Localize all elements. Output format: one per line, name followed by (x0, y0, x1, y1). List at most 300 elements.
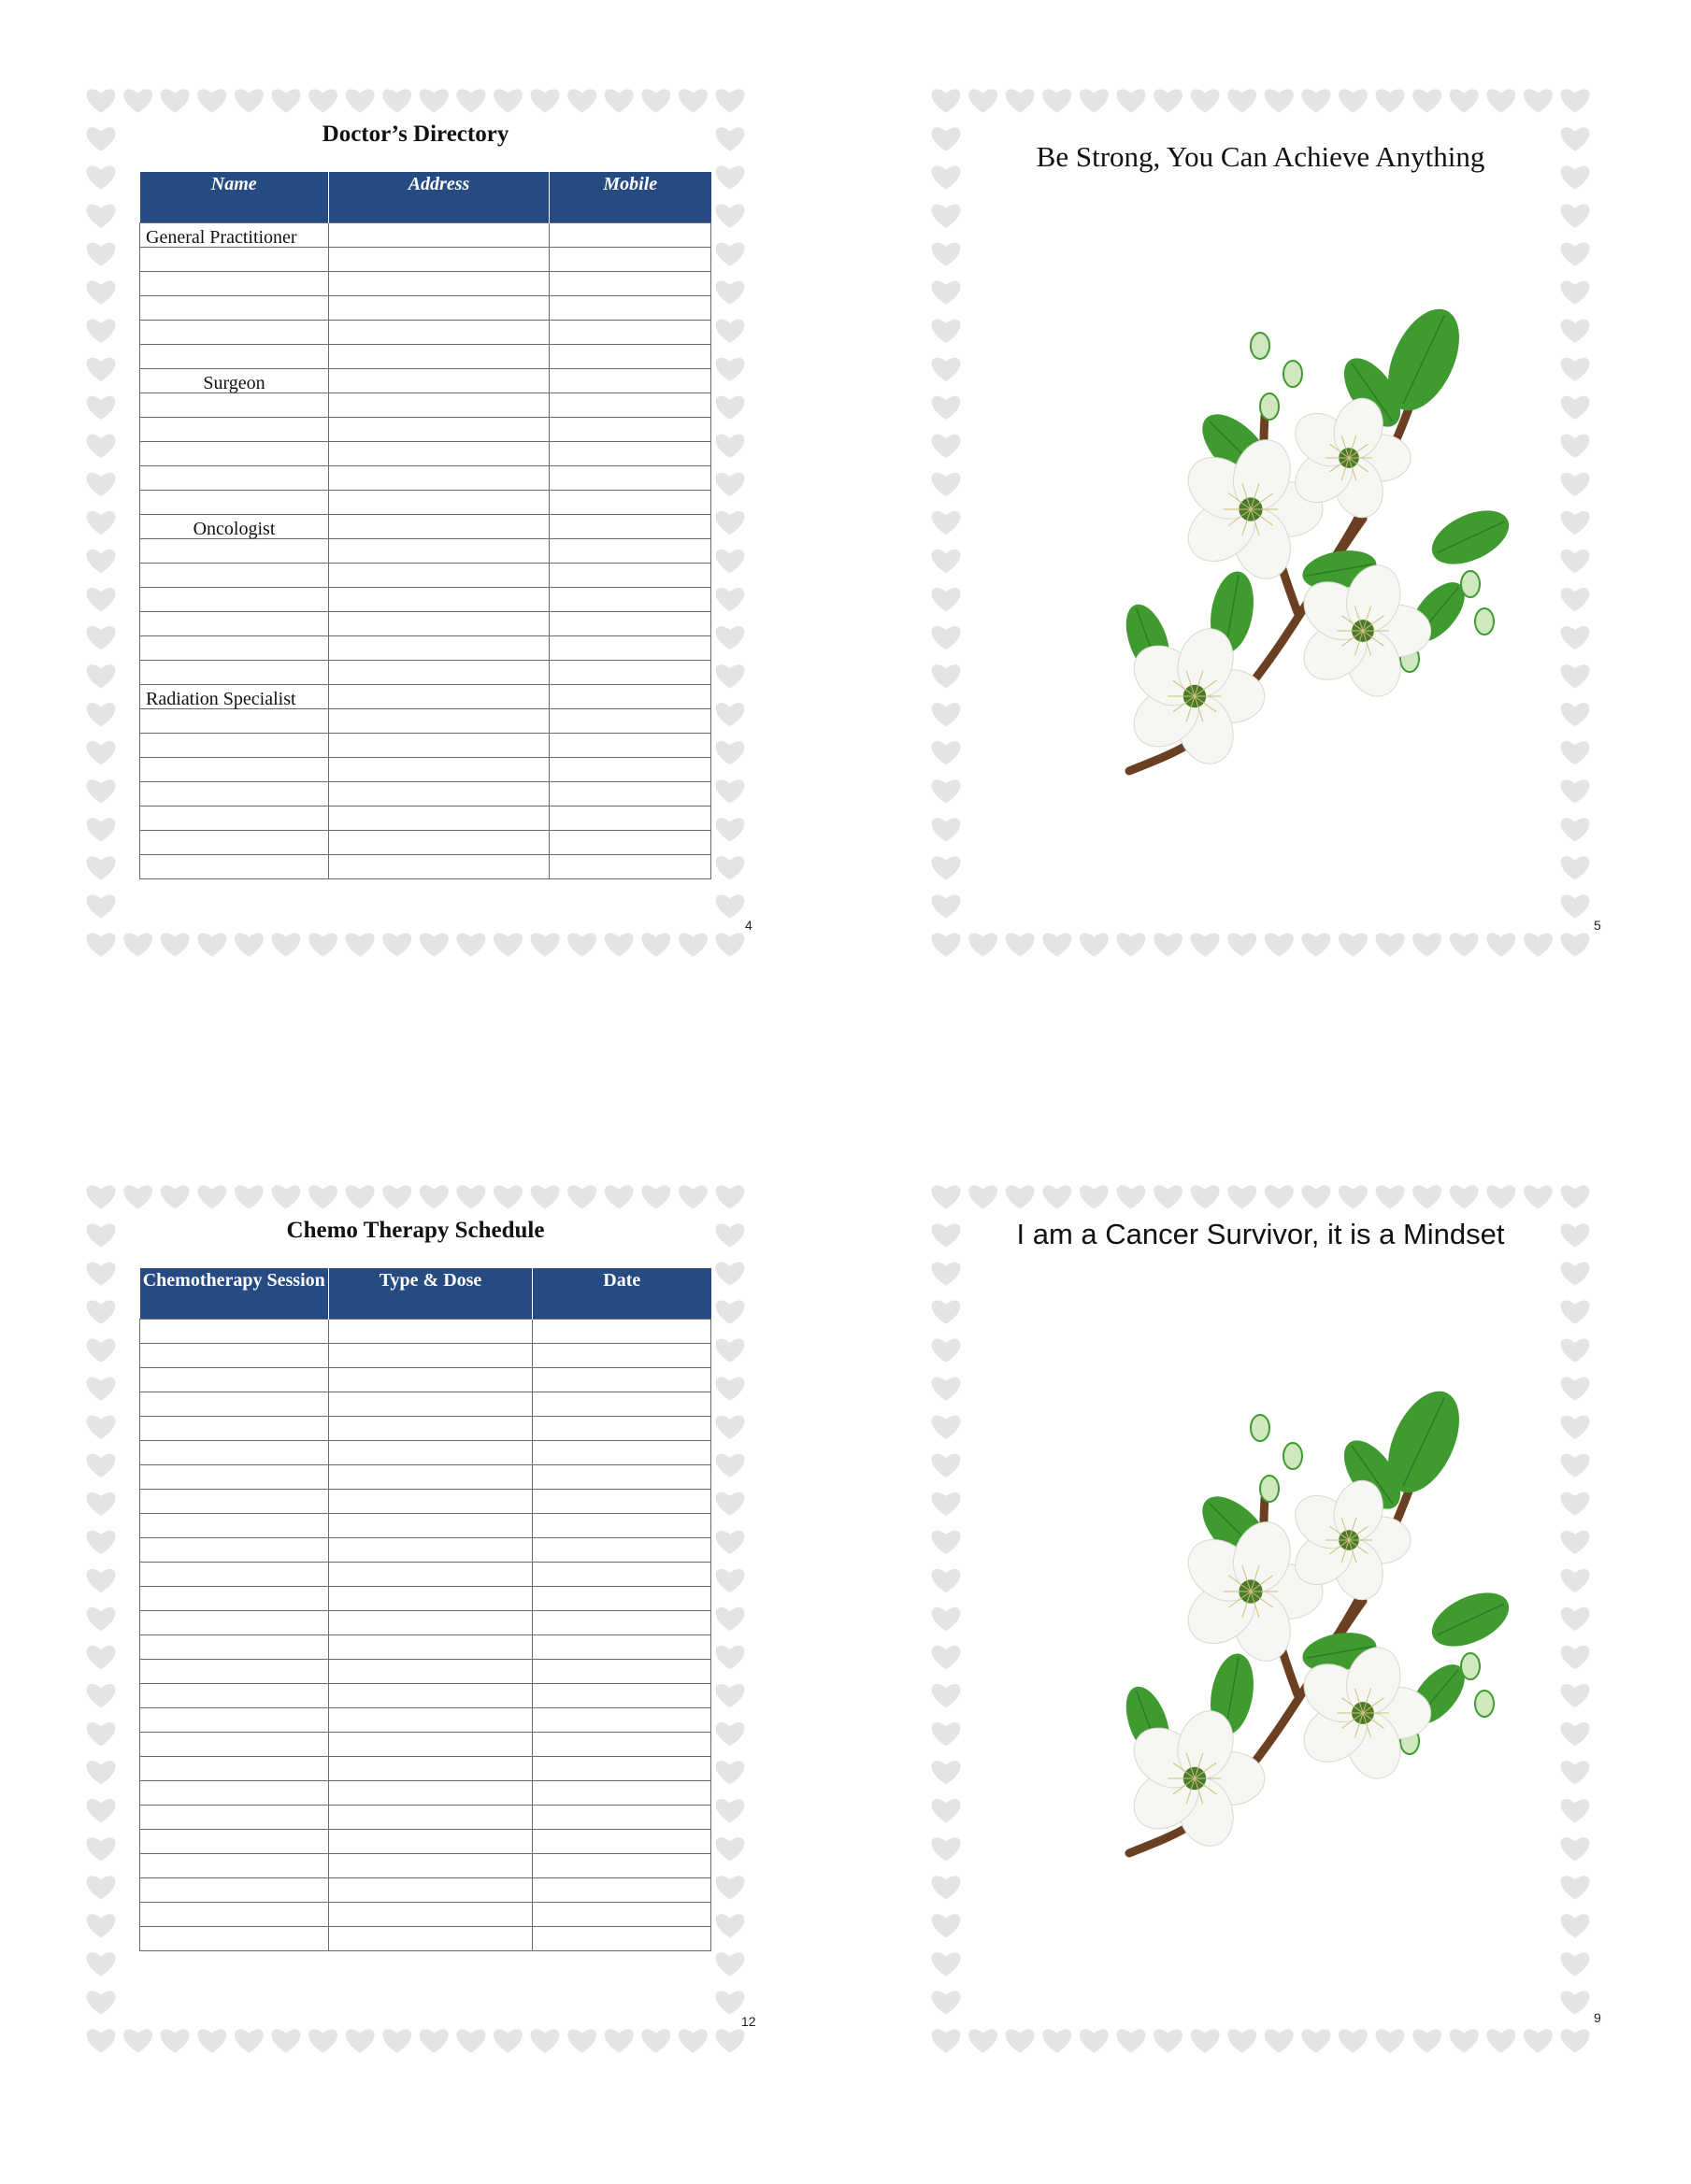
date-cell[interactable] (533, 1878, 711, 1903)
column-header-session: Chemotherapy Session (140, 1268, 329, 1320)
date-cell[interactable] (533, 1635, 711, 1660)
name-cell[interactable] (140, 442, 329, 466)
mobile-cell[interactable] (550, 418, 711, 442)
address-cell[interactable] (329, 321, 550, 345)
name-cell[interactable] (140, 393, 329, 418)
heart-icon (308, 2029, 337, 2052)
heart-icon (1561, 1377, 1590, 1401)
table-row (140, 1417, 711, 1441)
type-dose-cell[interactable] (329, 1781, 533, 1806)
heart-icon (716, 1339, 745, 1363)
address-cell[interactable] (329, 831, 550, 855)
heart-icon (716, 1991, 745, 2014)
session-cell[interactable] (140, 1854, 329, 1878)
heart-icon (968, 2029, 997, 2052)
heart-icon (1080, 1185, 1109, 1208)
address-cell[interactable] (329, 442, 550, 466)
heart-icon (932, 1185, 961, 1208)
address-cell[interactable] (329, 248, 550, 272)
address-cell[interactable] (329, 612, 550, 636)
date-cell[interactable] (533, 1587, 711, 1611)
session-cell[interactable] (140, 1344, 329, 1368)
mobile-cell[interactable] (550, 661, 711, 685)
date-cell[interactable] (533, 1733, 711, 1757)
address-cell[interactable] (329, 758, 550, 782)
heart-icon (716, 1377, 745, 1401)
heart-icon (1561, 1416, 1590, 1439)
mobile-cell[interactable] (550, 709, 711, 734)
address-cell[interactable] (329, 685, 550, 709)
date-cell[interactable] (533, 1490, 711, 1514)
type-dose-cell[interactable] (329, 1927, 533, 1951)
table-row (140, 321, 711, 345)
date-cell[interactable] (533, 1757, 711, 1781)
session-cell[interactable] (140, 1927, 329, 1951)
name-cell[interactable] (140, 345, 329, 369)
table-row (140, 248, 711, 272)
heart-icon (716, 2029, 745, 2052)
mobile-cell[interactable] (550, 296, 711, 321)
heart-icon (87, 358, 116, 381)
heart-icon (87, 588, 116, 611)
quote-text: I am a Cancer Survivor, it is a Mindset (1016, 1218, 1505, 1250)
column-header-name: Name (140, 172, 329, 223)
session-cell[interactable] (140, 1514, 329, 1538)
heart-icon (87, 1301, 116, 1324)
session-cell[interactable] (140, 1660, 329, 1684)
address-cell[interactable] (329, 807, 550, 831)
address-cell[interactable] (329, 734, 550, 758)
date-cell[interactable] (533, 1708, 711, 1733)
session-cell[interactable] (140, 1878, 329, 1903)
mobile-cell[interactable] (550, 807, 711, 831)
name-cell[interactable] (140, 782, 329, 807)
heart-icon (1561, 818, 1590, 841)
type-dose-cell[interactable] (329, 1417, 533, 1441)
name-cell[interactable] (140, 272, 329, 296)
session-cell[interactable] (140, 1635, 329, 1660)
name-cell[interactable] (140, 491, 329, 515)
session-cell[interactable] (140, 1733, 329, 1757)
address-cell[interactable] (329, 272, 550, 296)
specialty-label: General Practitioner (140, 223, 329, 248)
heart-icon (932, 856, 961, 879)
heart-icon (235, 1185, 264, 1208)
session-cell[interactable] (140, 1757, 329, 1781)
heart-icon (641, 1185, 670, 1208)
name-cell[interactable] (140, 636, 329, 661)
heart-icon (87, 779, 116, 803)
name-cell[interactable] (140, 855, 329, 879)
name-cell[interactable] (140, 612, 329, 636)
type-dose-cell[interactable] (329, 1587, 533, 1611)
session-cell[interactable] (140, 1611, 329, 1635)
type-dose-cell[interactable] (329, 1320, 533, 1344)
page-title: Chemo Therapy Schedule (286, 1218, 545, 1243)
heart-icon (1154, 933, 1182, 956)
heart-icon (1301, 1185, 1330, 1208)
type-dose-cell[interactable] (329, 1344, 533, 1368)
type-dose-cell[interactable] (329, 1392, 533, 1417)
address-cell[interactable] (329, 539, 550, 564)
heart-icon (235, 89, 264, 112)
mobile-cell[interactable] (550, 321, 711, 345)
heart-icon (87, 664, 116, 688)
address-cell[interactable] (329, 588, 550, 612)
heart-icon (1561, 856, 1590, 879)
session-cell[interactable] (140, 1587, 329, 1611)
heart-icon (716, 1761, 745, 1784)
heart-icon (1339, 89, 1368, 112)
heart-icon (641, 89, 670, 112)
table-row (140, 709, 711, 734)
address-cell[interactable] (329, 393, 550, 418)
type-dose-cell[interactable] (329, 1854, 533, 1878)
mobile-cell[interactable] (550, 564, 711, 588)
heart-icon (1117, 89, 1146, 112)
chemo-schedule-page (86, 1182, 756, 2056)
date-cell[interactable] (533, 1854, 711, 1878)
session-cell[interactable] (140, 1806, 329, 1830)
heart-icon (932, 1301, 961, 1324)
mobile-cell[interactable] (550, 612, 711, 636)
heart-icon (932, 1991, 961, 2014)
date-cell[interactable] (533, 1392, 711, 1417)
heart-icon (932, 664, 961, 688)
heart-icon (1301, 933, 1330, 956)
mobile-cell[interactable] (550, 734, 711, 758)
heart-icon (1561, 435, 1590, 458)
mobile-cell[interactable] (550, 272, 711, 296)
type-dose-cell[interactable] (329, 1878, 533, 1903)
mobile-cell[interactable] (550, 758, 711, 782)
heart-icon (1191, 89, 1220, 112)
address-cell[interactable] (329, 855, 550, 879)
heart-icon (716, 165, 745, 189)
heart-icon (1191, 2029, 1220, 2052)
heart-icon (161, 89, 190, 112)
heart-icon (197, 933, 226, 956)
name-cell[interactable] (140, 248, 329, 272)
heart-icon (932, 1454, 961, 1477)
name-cell[interactable] (140, 466, 329, 491)
heart-icon (716, 894, 745, 918)
mobile-cell[interactable] (550, 491, 711, 515)
heart-icon (716, 89, 745, 112)
type-dose-cell[interactable] (329, 1757, 533, 1781)
table-row (140, 1854, 711, 1878)
heart-icon (1191, 933, 1220, 956)
heart-icon (716, 588, 745, 611)
heart-icon (641, 2029, 670, 2052)
address-cell[interactable] (329, 369, 550, 393)
heart-icon (932, 1607, 961, 1631)
session-cell[interactable] (140, 1392, 329, 1417)
name-cell[interactable] (140, 709, 329, 734)
heart-icon (932, 818, 961, 841)
mobile-cell[interactable] (550, 369, 711, 393)
date-cell[interactable] (533, 1927, 711, 1951)
name-cell[interactable] (140, 831, 329, 855)
address-cell[interactable] (329, 223, 550, 248)
date-cell[interactable] (533, 1903, 711, 1927)
date-cell[interactable] (533, 1563, 711, 1587)
date-cell[interactable] (533, 1465, 711, 1490)
address-cell[interactable] (329, 418, 550, 442)
heart-icon (1154, 1185, 1182, 1208)
type-dose-cell[interactable] (329, 1490, 533, 1514)
name-cell[interactable] (140, 758, 329, 782)
date-cell[interactable] (533, 1538, 711, 1563)
heart-icon (123, 1185, 152, 1208)
heart-icon (382, 2029, 411, 2052)
heart-icon (272, 2029, 301, 2052)
mobile-cell[interactable] (550, 345, 711, 369)
date-cell[interactable] (533, 1320, 711, 1344)
heart-icon (87, 1952, 116, 1976)
heart-icon (716, 1952, 745, 1976)
heart-icon (1227, 933, 1256, 956)
heart-icon (1042, 1185, 1071, 1208)
heart-icon (1561, 588, 1590, 611)
address-cell[interactable] (329, 782, 550, 807)
heart-icon (1412, 933, 1441, 956)
date-cell[interactable] (533, 1660, 711, 1684)
heart-icon (1561, 1876, 1590, 1899)
date-cell[interactable] (533, 1441, 711, 1465)
heart-icon (932, 435, 961, 458)
table-row (140, 1465, 711, 1490)
mobile-cell[interactable] (550, 831, 711, 855)
heart-icon (932, 1223, 961, 1247)
heart-icon (1042, 89, 1071, 112)
mobile-cell[interactable] (550, 442, 711, 466)
session-cell[interactable] (140, 1830, 329, 1854)
heart-icon (87, 1531, 116, 1554)
heart-icon (932, 1799, 961, 1822)
heart-icon (1042, 2029, 1071, 2052)
date-cell[interactable] (533, 1344, 711, 1368)
heart-icon (197, 2029, 226, 2052)
name-cell[interactable] (140, 321, 329, 345)
mobile-cell[interactable] (550, 515, 711, 539)
heart-icon (1561, 779, 1590, 803)
name-cell[interactable] (140, 734, 329, 758)
date-cell[interactable] (533, 1684, 711, 1708)
heart-icon (87, 1492, 116, 1516)
type-dose-cell[interactable] (329, 1708, 533, 1733)
session-cell[interactable] (140, 1781, 329, 1806)
table-row (140, 1563, 711, 1587)
heart-icon (456, 933, 485, 956)
type-dose-cell[interactable] (329, 1635, 533, 1660)
heart-icon (716, 320, 745, 343)
heart-icon (716, 1569, 745, 1592)
table-row (140, 1344, 711, 1368)
heart-icon (1524, 1185, 1553, 1208)
heart-icon (87, 473, 116, 496)
heart-icon (1154, 2029, 1182, 2052)
name-cell[interactable] (140, 661, 329, 685)
heart-icon (716, 1223, 745, 1247)
heart-icon (1561, 281, 1590, 305)
mobile-cell[interactable] (550, 855, 711, 879)
session-cell[interactable] (140, 1708, 329, 1733)
address-cell[interactable] (329, 296, 550, 321)
address-cell[interactable] (329, 466, 550, 491)
mobile-cell[interactable] (550, 782, 711, 807)
heart-icon (87, 1799, 116, 1822)
heart-icon (531, 1185, 560, 1208)
mobile-cell[interactable] (550, 685, 711, 709)
heart-icon (1080, 2029, 1109, 2052)
heart-icon (1117, 2029, 1146, 2052)
heart-icon (1376, 89, 1405, 112)
heart-icon (716, 1722, 745, 1746)
address-cell[interactable] (329, 636, 550, 661)
type-dose-cell[interactable] (329, 1514, 533, 1538)
type-dose-cell[interactable] (329, 1563, 533, 1587)
heart-icon (1450, 933, 1479, 956)
heart-icon (716, 1262, 745, 1285)
session-cell[interactable] (140, 1441, 329, 1465)
type-dose-cell[interactable] (329, 1830, 533, 1854)
address-cell[interactable] (329, 345, 550, 369)
heart-icon (87, 205, 116, 228)
heart-icon (494, 933, 523, 956)
table-row (140, 466, 711, 491)
heart-icon (531, 2029, 560, 2052)
address-cell[interactable] (329, 564, 550, 588)
table-row (140, 1587, 711, 1611)
heart-icon (1561, 703, 1590, 726)
table-row (140, 1878, 711, 1903)
table-row (140, 1538, 711, 1563)
heart-icon (567, 2029, 596, 2052)
column-header-date: Date (533, 1268, 711, 1320)
heart-icon (1561, 1339, 1590, 1363)
address-cell[interactable] (329, 515, 550, 539)
date-cell[interactable] (533, 1611, 711, 1635)
name-cell[interactable] (140, 564, 329, 588)
session-cell[interactable] (140, 1320, 329, 1344)
heart-icon (1561, 894, 1590, 918)
heart-icon (1524, 89, 1553, 112)
type-dose-cell[interactable] (329, 1733, 533, 1757)
heart-icon (87, 1876, 116, 1899)
heart-icon (605, 89, 634, 112)
type-dose-cell[interactable] (329, 1368, 533, 1392)
session-cell[interactable] (140, 1368, 329, 1392)
type-dose-cell[interactable] (329, 1465, 533, 1490)
type-dose-cell[interactable] (329, 1538, 533, 1563)
heart-icon (1561, 205, 1590, 228)
address-cell[interactable] (329, 709, 550, 734)
heart-icon (87, 396, 116, 420)
name-cell[interactable] (140, 539, 329, 564)
name-cell[interactable] (140, 807, 329, 831)
table-row (140, 831, 711, 855)
type-dose-cell[interactable] (329, 1441, 533, 1465)
date-cell[interactable] (533, 1830, 711, 1854)
heart-icon (932, 165, 961, 189)
type-dose-cell[interactable] (329, 1684, 533, 1708)
table-row (140, 1635, 711, 1660)
heart-icon (932, 933, 961, 956)
heart-icon (567, 933, 596, 956)
table-row (140, 734, 711, 758)
name-cell[interactable] (140, 296, 329, 321)
heart-icon (932, 1492, 961, 1516)
heart-icon (1486, 1185, 1515, 1208)
type-dose-cell[interactable] (329, 1660, 533, 1684)
table-row (140, 1733, 711, 1757)
session-cell[interactable] (140, 1684, 329, 1708)
mobile-cell[interactable] (550, 393, 711, 418)
table-row (140, 345, 711, 369)
date-cell[interactable] (533, 1806, 711, 1830)
table-row (140, 1514, 711, 1538)
heart-icon (716, 205, 745, 228)
type-dose-cell[interactable] (329, 1611, 533, 1635)
mobile-cell[interactable] (550, 588, 711, 612)
mobile-cell[interactable] (550, 466, 711, 491)
mobile-cell[interactable] (550, 223, 711, 248)
heart-icon (932, 1684, 961, 1707)
session-cell[interactable] (140, 1465, 329, 1490)
heart-icon (494, 89, 523, 112)
session-cell[interactable] (140, 1490, 329, 1514)
date-cell[interactable] (533, 1781, 711, 1806)
mobile-cell[interactable] (550, 636, 711, 661)
heart-icon (679, 2029, 708, 2052)
type-dose-cell[interactable] (329, 1806, 533, 1830)
session-cell[interactable] (140, 1563, 329, 1587)
heart-icon (932, 626, 961, 649)
heart-icon (716, 473, 745, 496)
heart-icon (87, 1684, 116, 1707)
heart-icon (716, 779, 745, 803)
heart-icon (1561, 1185, 1590, 1208)
session-cell[interactable] (140, 1538, 329, 1563)
heart-icon (1561, 1569, 1590, 1592)
heart-icon (87, 1223, 116, 1247)
cherry-blossom-illustration (1101, 304, 1509, 808)
heart-icon (1339, 1185, 1368, 1208)
date-cell[interactable] (533, 1514, 711, 1538)
cherry-blossom-illustration (1101, 1386, 1509, 1891)
heart-icon (1561, 550, 1590, 573)
date-cell[interactable] (533, 1368, 711, 1392)
address-cell[interactable] (329, 661, 550, 685)
date-cell[interactable] (533, 1417, 711, 1441)
name-cell[interactable] (140, 588, 329, 612)
heart-icon (531, 89, 560, 112)
mobile-cell[interactable] (550, 539, 711, 564)
heart-icon (932, 1262, 961, 1285)
heart-icon (716, 1531, 745, 1554)
type-dose-cell[interactable] (329, 1903, 533, 1927)
heart-icon (932, 703, 961, 726)
page-number: 4 (745, 918, 752, 933)
mobile-cell[interactable] (550, 248, 711, 272)
heart-icon (1412, 1185, 1441, 1208)
name-cell[interactable] (140, 418, 329, 442)
session-cell[interactable] (140, 1417, 329, 1441)
address-cell[interactable] (329, 491, 550, 515)
heart-icon (1227, 1185, 1256, 1208)
session-cell[interactable] (140, 1903, 329, 1927)
